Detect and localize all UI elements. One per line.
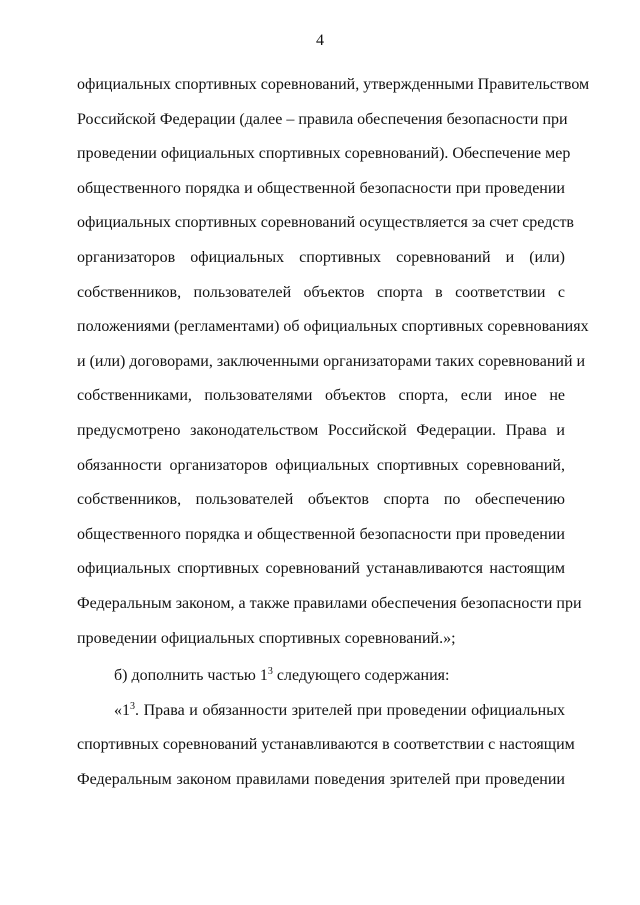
text-line: проведении официальных спортивных соревнований.»; xyxy=(77,629,456,647)
superscript: 3 xyxy=(130,700,135,712)
text-line: официальных спортивных соревнований, утвержденными Правительством xyxy=(77,76,590,93)
text-line: Федеральным законом, а также правилами обеспечения безопасности при xyxy=(77,594,582,612)
document-body xyxy=(77,68,590,797)
item-b-line xyxy=(77,659,565,694)
text-line: организаторов официальных спортивных соревнований и (или) xyxy=(77,248,565,266)
text-line: обязанности организаторов официальных спортивных соревнований, xyxy=(77,456,565,474)
text-line: проведении официальных спортивных соревнований). Обеспечение мер xyxy=(77,145,571,163)
page-number: 4 xyxy=(316,32,324,49)
quote-text-rest: . Права и обязанности зрителей при проведении официальных xyxy=(135,701,565,719)
superscript: 3 xyxy=(267,666,273,678)
text-line: общественного порядка и общественной безопасности при проведении xyxy=(77,525,565,543)
text-line: собственниками, пользователями объектов спорта, если иное не xyxy=(77,387,565,405)
item-b-text-rest: следующего содержания: xyxy=(272,667,450,685)
text-line: общественного порядка и общественной безопасности при проведении xyxy=(77,179,565,197)
item-b-text: б) дополнить частью 1 xyxy=(114,667,268,685)
text-line: официальных спортивных соревнований осуществляется за счет средств xyxy=(77,214,574,232)
text-line: положениями (регламентами) об официальных спортивных соревнованиях xyxy=(77,318,589,336)
text-line: спортивных соревнований устанавливаются в соответствии с настоящим xyxy=(77,736,575,754)
text-line: официальных спортивных соревнований устанавливаются настоящим xyxy=(77,560,565,578)
quote-text: «1 xyxy=(114,701,130,719)
text-line: Российской Федерации (далее – правила обеспечения безопасности при xyxy=(77,110,568,128)
text-line: собственников, пользователей объектов спорта по обеспечению xyxy=(77,491,565,509)
text-line: предусмотрено законодательством Российской Федерации. Права и xyxy=(77,421,565,439)
quote-first-line xyxy=(77,694,565,729)
text-line: Федеральным законом правилами поведения зрителей при проведении xyxy=(77,770,565,788)
text-line: собственников, пользователей объектов спорта в соответствии с xyxy=(77,283,565,301)
text-line: и (или) договорами, заключенными организаторами таких соревнований и xyxy=(77,352,586,370)
